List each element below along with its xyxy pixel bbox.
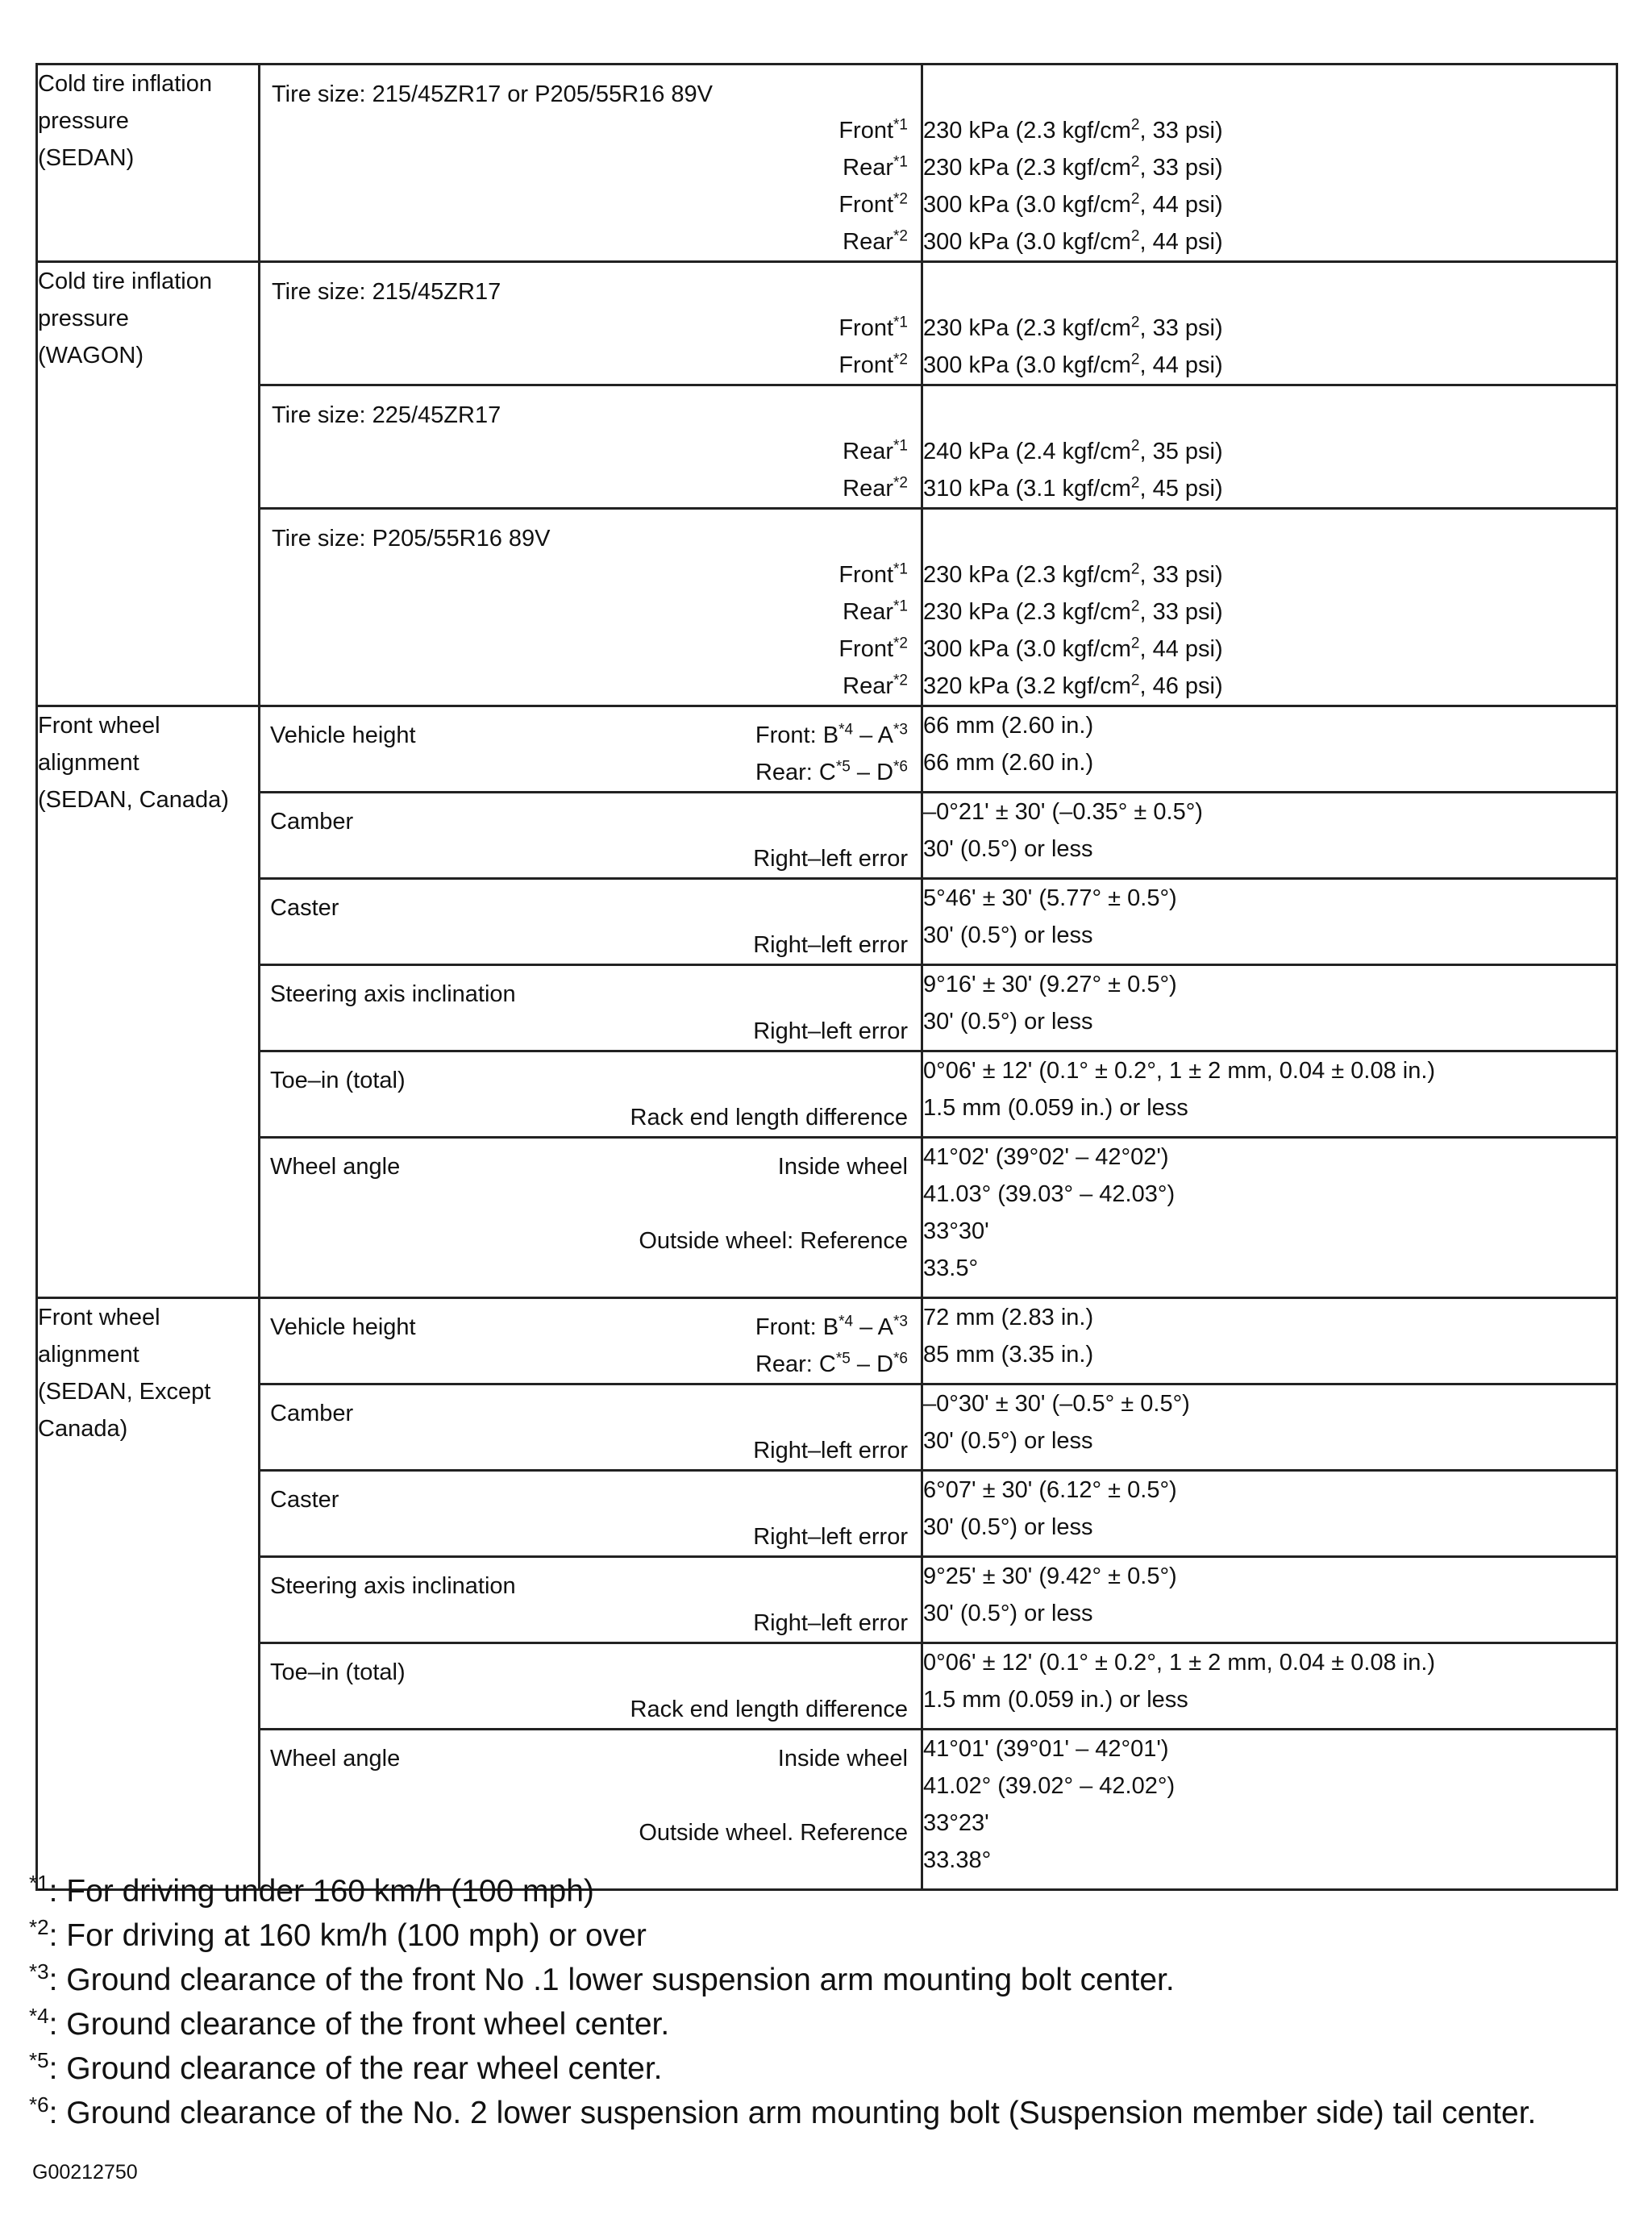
spec-value: 6°07' ± 30' (6.12° ± 0.5°) — [923, 1477, 1177, 1503]
footnote — [29, 1869, 1633, 1913]
condition-label — [270, 310, 908, 347]
spec-row — [37, 1138, 1617, 1298]
condition-name: Front — [838, 562, 894, 588]
spec-row — [37, 1471, 1617, 1557]
pressure-value: 300 kPa (3.0 kgf/$cm^2$, 44 psi) — [923, 190, 1223, 218]
spec-value: 41°01' (39°01' – 42°01') — [923, 1736, 1169, 1762]
spec-item-lines — [260, 1299, 921, 1383]
condition-name: Rear — [843, 599, 894, 625]
section-label-line: (WAGON) — [38, 343, 144, 368]
spec-item-line — [270, 1185, 908, 1222]
spec-item-line — [270, 1062, 908, 1099]
spec-row — [37, 1730, 1617, 1890]
value-cell — [922, 1138, 1617, 1298]
footnote-mark: *6 — [29, 2092, 49, 2117]
spec-item-line — [270, 1099, 908, 1136]
item-cell — [260, 879, 922, 965]
spec-item-lines — [260, 1730, 921, 1888]
condition-list — [260, 310, 921, 384]
spec-item-line — [270, 803, 908, 840]
condition-list — [260, 556, 921, 705]
spec-item-line — [270, 889, 908, 926]
footnote-text: : For driving under 160 km/h (100 mph) — [48, 1874, 594, 1909]
spec-item-name: Steering axis inclination — [270, 981, 516, 1007]
condition-label — [270, 149, 908, 186]
condition-label — [270, 631, 908, 668]
pressure-value: 230 kPa (2.3 kgf/$cm^2$, 33 psi) — [923, 597, 1223, 625]
footnote-mark: *2 — [893, 672, 908, 689]
spec-value: 0°06' ± 12' (0.1° ± 0.2°, 1 ± 2 mm, 0.04 ± 0.08 in.) — [923, 1058, 1436, 1084]
condition-label — [270, 470, 908, 507]
condition-label — [270, 433, 908, 470]
condition-name: Rear — [843, 155, 894, 181]
item-cell — [260, 65, 922, 262]
spec-value: 66 mm (2.60 in.) — [923, 713, 1094, 739]
item-cell — [260, 385, 922, 509]
spec-row — [37, 706, 1617, 793]
spec-condition: Outside wheel. Reference — [639, 1820, 908, 1846]
condition-label — [270, 556, 908, 593]
footnote-text: : Ground clearance of the front wheel center. — [48, 2007, 670, 2042]
spec-item-name: Steering axis inclination — [270, 1573, 516, 1599]
tire-size-label: Tire size: P205/55R16 89V — [272, 526, 551, 552]
condition-list — [260, 112, 921, 260]
value-cell — [922, 1643, 1617, 1730]
spec-condition: Inside wheel — [777, 1154, 908, 1180]
tire-size-label: Tire size: 215/45ZR17 or P205/55R16 89V — [272, 81, 714, 107]
spec-value: 85 mm (3.35 in.) — [923, 1342, 1094, 1368]
spec-item-name: Vehicle height — [270, 722, 416, 748]
section-label-line: alignment — [38, 750, 139, 776]
spec-item-line — [270, 926, 908, 964]
spec-condition: Outside wheel: Reference — [639, 1228, 908, 1254]
spec-item-line — [270, 754, 908, 791]
spec-condition: Rear: $C^{*5} - D^{*6}$ — [755, 758, 908, 785]
pressure-value: 300 kPa (3.0 kgf/$cm^2$, 44 psi) — [923, 635, 1223, 662]
spec-value: –0°30' ± 30' (–0.5° ± 0.5°) — [923, 1391, 1190, 1417]
spec-value: 33°30' — [923, 1218, 989, 1244]
value-cell — [922, 509, 1617, 706]
value-cell — [922, 1557, 1617, 1643]
spec-value: 0°06' ± 12' (0.1° ± 0.2°, 1 ± 2 mm, 0.04 ± 0.08 in.) — [923, 1650, 1436, 1676]
pressure-value: 300 kPa (3.0 kgf/$cm^2$, 44 psi) — [923, 351, 1223, 378]
footnote-mark: *2 — [893, 351, 908, 368]
spec-condition: Front: $B^{*4} - A^{*3}$ — [755, 721, 908, 748]
spec-condition: Rear: $C^{*5} - D^{*6}$ — [755, 1350, 908, 1377]
spec-item-name: Vehicle height — [270, 1314, 416, 1340]
value-cell — [922, 262, 1617, 385]
spec-value: 41.03° (39.03° – 42.03°) — [923, 1181, 1176, 1207]
spec-item-name: Camber — [270, 809, 354, 835]
spec-row — [37, 1051, 1617, 1138]
spec-condition: Right–left error — [753, 846, 908, 872]
footnote-mark: *1 — [29, 1871, 49, 1895]
item-cell — [260, 1298, 922, 1384]
spec-condition: Rack end length difference — [630, 1105, 908, 1130]
value-cell — [922, 1051, 1617, 1138]
spec-value: 5°46' ± 30' (5.77° ± 0.5°) — [923, 885, 1177, 911]
footnote-text: : Ground clearance of the front No .1 lower suspension arm mounting bolt center. — [48, 1963, 1175, 1997]
section-label-line: Front wheel — [38, 713, 160, 739]
condition-name: Front — [838, 352, 894, 378]
footnote-mark: *2 — [893, 190, 908, 208]
spec-item-lines — [260, 880, 921, 964]
spec-item-lines — [260, 793, 921, 877]
spec-value: 1.5 mm (0.059 in.) or less — [923, 1095, 1188, 1121]
spec-item-line — [270, 1777, 908, 1814]
tire-size-label: Tire size: 225/45ZR17 — [272, 402, 501, 428]
value-cell — [922, 706, 1617, 793]
section-label-line: pressure — [38, 108, 129, 134]
spec-value: 30' (0.5°) or less — [923, 1601, 1093, 1626]
footnote — [29, 2091, 1633, 2135]
spec-item-line — [270, 1740, 908, 1777]
item-cell — [260, 793, 922, 879]
value-cell — [922, 385, 1617, 509]
spec-item-name: Wheel angle — [270, 1746, 401, 1772]
footnote-mark: *2 — [893, 227, 908, 245]
spec-table-body — [37, 65, 1617, 1890]
item-cell — [260, 262, 922, 385]
condition-name: Front — [838, 636, 894, 662]
spec-row — [37, 262, 1617, 385]
pressure-value: 320 kPa (3.2 kgf/$cm^2$, 46 psi) — [923, 672, 1223, 699]
spec-condition: Right–left error — [753, 1524, 908, 1550]
spec-item-lines — [260, 1472, 921, 1555]
section-label-line: Canada) — [38, 1416, 128, 1442]
item-cell — [260, 965, 922, 1051]
value-cell — [922, 793, 1617, 879]
spec-item-lines — [260, 1139, 921, 1297]
section-label-line: Front wheel — [38, 1305, 160, 1330]
spec-item-line — [270, 1309, 908, 1346]
spec-item-lines — [260, 1558, 921, 1642]
spec-item-line — [270, 1013, 908, 1050]
item-cell — [260, 1471, 922, 1557]
spec-table — [35, 63, 1618, 1891]
spec-row — [37, 793, 1617, 879]
footnote — [29, 2046, 1633, 2091]
value-cell — [922, 1471, 1617, 1557]
spec-value: 33.38° — [923, 1847, 992, 1873]
spec-value: 41°02' (39°02' – 42°02') — [923, 1144, 1169, 1170]
footnote-text: : Ground clearance of the No. 2 lower suspension arm mounting bolt (Suspension member side) tail center. — [48, 2096, 1537, 2130]
footnote-mark: *2 — [29, 1915, 49, 1939]
spec-item-line — [270, 1395, 908, 1432]
spec-item-lines — [260, 1052, 921, 1136]
pressure-value: 230 kPa (2.3 kgf/$cm^2$, 33 psi) — [923, 314, 1223, 341]
item-cell — [260, 1730, 922, 1890]
condition-label — [270, 112, 908, 149]
spec-condition: Rack end length difference — [630, 1697, 908, 1722]
spec-row — [37, 965, 1617, 1051]
section-label-line: (SEDAN, Except — [38, 1379, 211, 1405]
spec-value: 33°23' — [923, 1810, 989, 1836]
spec-item-name: Caster — [270, 895, 339, 921]
footnote-mark: *5 — [29, 2048, 49, 2072]
condition-name: Rear — [843, 439, 894, 464]
footnote-mark: *1 — [893, 437, 908, 455]
spec-item-line — [270, 976, 908, 1013]
footnote-mark: *3 — [29, 1959, 49, 1984]
spec-condition: Inside wheel — [777, 1746, 908, 1772]
spec-row — [37, 1384, 1617, 1471]
spec-condition: Right–left error — [753, 1438, 908, 1463]
spec-condition: Front: $B^{*4} - A^{*3}$ — [755, 1313, 908, 1340]
footnote — [29, 1958, 1633, 2002]
pressure-value: 230 kPa (2.3 kgf/$cm^2$, 33 psi) — [923, 116, 1223, 144]
spec-item-line — [270, 1259, 908, 1297]
spec-item-line — [270, 1222, 908, 1259]
spec-item-line — [270, 1432, 908, 1469]
value-cell — [922, 965, 1617, 1051]
spec-item-lines — [260, 1644, 921, 1728]
spec-item-line — [270, 1654, 908, 1691]
spec-value: 72 mm (2.83 in.) — [923, 1305, 1094, 1330]
pressure-value: 230 kPa (2.3 kgf/$cm^2$, 33 psi) — [923, 153, 1223, 181]
spec-item-line — [270, 840, 908, 877]
condition-label — [270, 223, 908, 260]
spec-condition: Right–left error — [753, 1610, 908, 1636]
spec-value: 1.5 mm (0.059 in.) or less — [923, 1687, 1188, 1713]
spec-item-name: Camber — [270, 1401, 354, 1426]
spec-item-line — [270, 1346, 908, 1383]
spec-value: 30' (0.5°) or less — [923, 1009, 1093, 1035]
spec-item-line — [270, 1691, 908, 1728]
section-label-line: (SEDAN, Canada) — [38, 787, 229, 813]
section-label — [37, 706, 260, 1298]
spec-value: –0°21' ± 30' (–0.35° ± 0.5°) — [923, 799, 1203, 825]
spec-value: 30' (0.5°) or less — [923, 836, 1093, 862]
condition-name: Rear — [843, 476, 894, 502]
spec-item-line — [270, 1148, 908, 1185]
item-cell — [260, 706, 922, 793]
condition-label — [270, 186, 908, 223]
spec-item-line — [270, 1814, 908, 1851]
value-cell — [922, 879, 1617, 965]
footnote — [29, 2002, 1633, 2046]
spec-item-line — [270, 1605, 908, 1642]
section-label — [37, 1298, 260, 1890]
spec-condition: Right–left error — [753, 932, 908, 958]
footnote-text: : For driving at 160 km/h (100 mph) or over — [48, 1918, 647, 1953]
spec-row — [37, 385, 1617, 509]
document-code: G00212750 — [32, 2161, 138, 2184]
spec-item-line — [270, 717, 908, 754]
pressure-value: 310 kPa (3.1 kgf/$cm^2$, 45 psi) — [923, 474, 1223, 502]
condition-name: Front — [838, 192, 894, 218]
condition-label — [270, 593, 908, 631]
spec-row — [37, 879, 1617, 965]
pressure-value: 300 kPa (3.0 kgf/$cm^2$, 44 psi) — [923, 227, 1223, 255]
value-cell — [922, 1730, 1617, 1890]
spec-item-lines — [260, 966, 921, 1050]
spec-row — [37, 1643, 1617, 1730]
section-label — [37, 262, 260, 706]
spec-item-name: Caster — [270, 1487, 339, 1513]
footnote-mark: *1 — [893, 116, 908, 134]
item-cell — [260, 509, 922, 706]
spec-row — [37, 509, 1617, 706]
spec-row — [37, 1298, 1617, 1384]
footnote — [29, 1913, 1633, 1958]
item-cell — [260, 1051, 922, 1138]
item-cell — [260, 1643, 922, 1730]
spec-value: 66 mm (2.60 in.) — [923, 750, 1094, 776]
pressure-value: 230 kPa (2.3 kgf/$cm^2$, 33 psi) — [923, 560, 1223, 588]
footnotes — [29, 1869, 1633, 2135]
spec-item-name: Wheel angle — [270, 1154, 401, 1180]
spec-item-name: Toe–in (total) — [270, 1068, 406, 1093]
spec-condition: Right–left error — [753, 1018, 908, 1044]
spec-item-line — [270, 1481, 908, 1518]
spec-item-lines — [260, 707, 921, 791]
condition-name: Front — [838, 118, 894, 144]
condition-name: Front — [838, 315, 894, 341]
footnote-mark: *2 — [893, 635, 908, 652]
item-cell — [260, 1557, 922, 1643]
value-cell — [922, 1384, 1617, 1471]
spec-value: 9°16' ± 30' (9.27° ± 0.5°) — [923, 972, 1177, 997]
section-label-line: pressure — [38, 306, 129, 331]
footnote-text: : Ground clearance of the rear wheel center. — [48, 2051, 663, 2086]
spec-value: 9°25' ± 30' (9.42° ± 0.5°) — [923, 1563, 1177, 1589]
spec-item-lines — [260, 1385, 921, 1469]
tire-size-label: Tire size: 215/45ZR17 — [272, 279, 501, 305]
value-cell — [922, 1298, 1617, 1384]
item-cell — [260, 1138, 922, 1298]
spec-item-line — [270, 1568, 908, 1605]
condition-name: Rear — [843, 673, 894, 699]
footnote-mark: *4 — [29, 2004, 49, 2028]
footnote-mark: *1 — [893, 314, 908, 331]
spec-item-line — [270, 1518, 908, 1555]
spec-row — [37, 1557, 1617, 1643]
section-label-line: (SEDAN) — [38, 145, 135, 171]
footnote-mark: *1 — [893, 153, 908, 171]
value-cell — [922, 65, 1617, 262]
spec-value: 30' (0.5°) or less — [923, 1428, 1093, 1454]
item-cell — [260, 1384, 922, 1471]
condition-list — [260, 433, 921, 507]
pressure-value: 240 kPa (2.4 kgf/$cm^2$, 35 psi) — [923, 437, 1223, 464]
condition-label — [270, 347, 908, 384]
footnote-mark: *2 — [893, 474, 908, 492]
section-label — [37, 65, 260, 262]
condition-label — [270, 668, 908, 705]
spec-value: 41.02° (39.02° – 42.02°) — [923, 1773, 1176, 1799]
spec-item-name: Toe–in (total) — [270, 1659, 406, 1685]
condition-name: Rear — [843, 229, 894, 255]
footnote-mark: *1 — [893, 597, 908, 615]
spec-value: 33.5° — [923, 1255, 979, 1281]
spec-row — [37, 65, 1617, 262]
section-label-line: alignment — [38, 1342, 139, 1368]
footnote-mark: *1 — [893, 560, 908, 578]
section-label-line: Cold tire inflation — [38, 71, 212, 97]
spec-value: 30' (0.5°) or less — [923, 1514, 1093, 1540]
spec-value: 30' (0.5°) or less — [923, 922, 1093, 948]
section-label-line: Cold tire inflation — [38, 269, 212, 294]
